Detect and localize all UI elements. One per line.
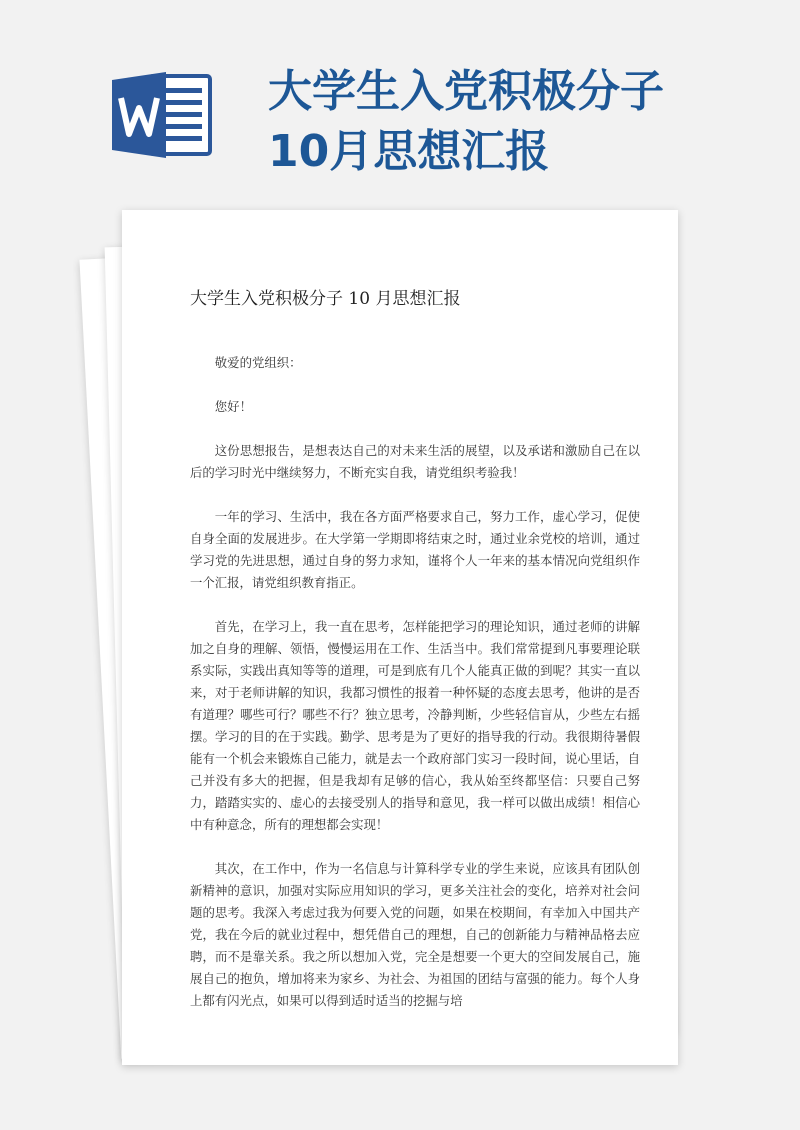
paragraph: 首先，在学习上，我一直在思考，怎样能把学习的理论知识，通过老师的讲解加之自身的理解、领悟，慢慢运用在工作、生活当中。我们常常提到凡事要理论联系实际，实践出真知等等的道理，可是到底有几个人能真正做的到呢？其实一直以来，对于老师讲解的知识，我都习惯性的报着一种怀疑的态度去思考，他讲的是否有道理？哪些可行？哪些不行？独立思考，冷静判断，少些轻信盲从，少些左右摇摆。学习的目的在于实践。勤学、思考是为了更好的指导我的行动。我很期待暑假能有一个机会来锻炼自己能力，就是去一个政府部门实习一段时间，说心里话，自己并没有多大的把握，但是我却有足够的信心，我从始至终都坚信：只要自己努力，踏踏实实的、虚心的去接受别人的指导和意见，我一样可以做出成绩！相信心中有种意念，所有的理想都会实现！ <box>190 619 640 832</box>
greeting: 您好！ <box>214 399 252 414</box>
document-title: 大学生入党积极分子 10 月思想汇报 <box>190 289 461 309</box>
paragraph: 一年的学习、生活中，我在各方面严格要求自己，努力工作，虚心学习，促使自身全面的发展进步。在大学第一学期即将结束之时，通过业余党校的培训，通过学习党的先进思想，通过自身的努力求知，谨将个人一年来的基本情况向党组织作一个汇报，请党组织教育指正。 <box>190 509 640 590</box>
page-title: 大学生入党积极分子10月思想汇报 <box>268 66 664 177</box>
paragraph: 这份思想报告，是想表达自己的对未来生活的展望，以及承诺和激励自己在以后的学习时光中继续努力，不断充实自我，请党组织考验我！ <box>190 443 640 480</box>
header <box>0 0 800 190</box>
document-body <box>190 352 640 1034</box>
word-document-icon <box>112 70 212 160</box>
paragraph: 其次，在工作中，作为一名信息与计算科学专业的学生来说，应该具有团队创新精神的意识，加强对实际应用知识的学习，更多关注社会的变化，培养对社会问题的思考。我深入考虑过我为何要入党的问题，如果在校期间，有幸加入中国共产党，我在今后的就业过程中，想凭借自己的理想，自己的创新能力与精神品格去应聘，而不是靠关系。我之所以想加入党，完全是想要一个更大的空间发展自己，施展自己的抱负，增加将来为家乡、为社会、为祖国的团结与富强的能力。每个人身上都有闪光点，如果可以得到适时适当的挖掘与培 <box>190 861 640 1008</box>
salutation: 敬爱的党组织： <box>214 355 302 370</box>
